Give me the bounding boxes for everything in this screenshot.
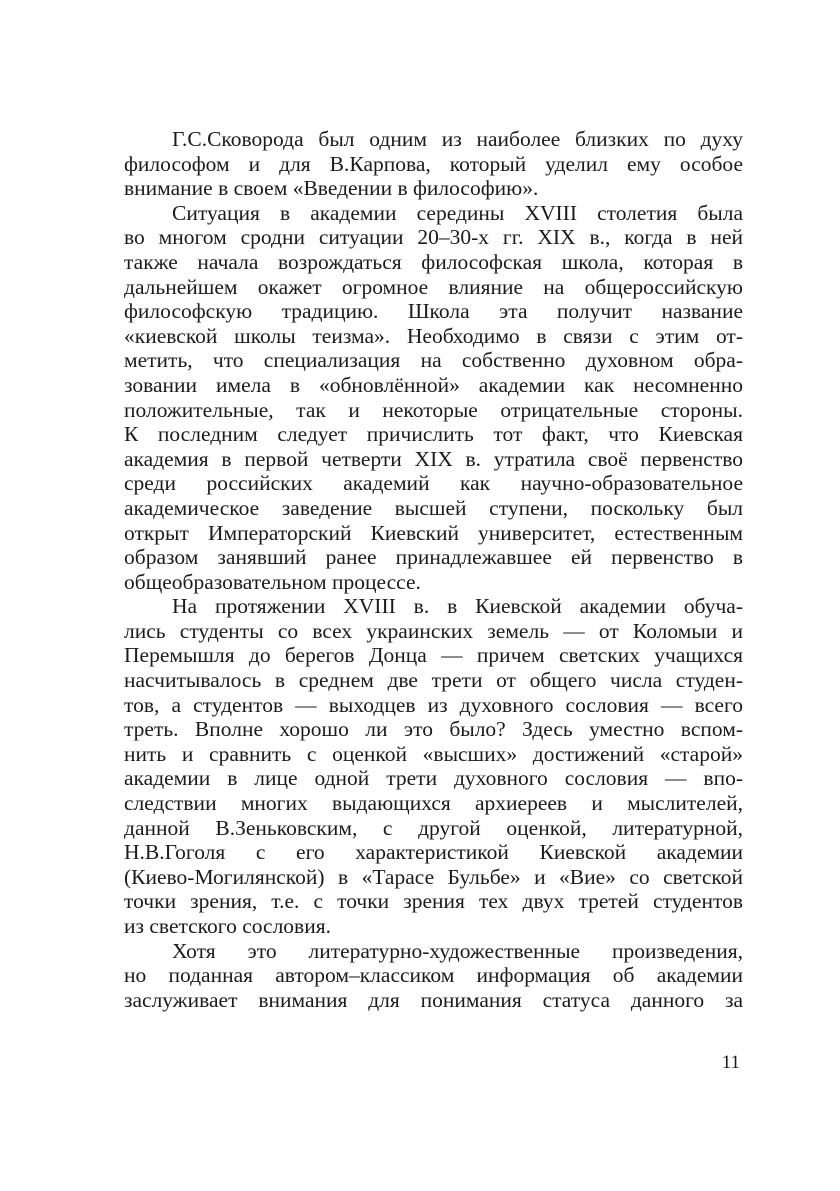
- text-line: (Киево-Могилянской) в «Тарасе Бульбе» и «Вие» со светской: [124, 864, 743, 889]
- text-line: философскую традицию. Школа эта получит название: [124, 299, 743, 324]
- page-number: 11: [721, 1052, 740, 1073]
- text-line: из светского сословия.: [124, 914, 331, 938]
- text-line: но поданная автором–классиком информация об академии: [124, 963, 743, 988]
- text-line: Н.В.Гоголя с его характеристикой Киевской академии: [124, 840, 743, 865]
- paragraph: [124, 201, 743, 595]
- text-line: образом занявший ранее принадлежавшее ей первенство в: [124, 545, 743, 570]
- text-line: общеобразовательном процессе.: [124, 569, 421, 594]
- text-line: академическое заведение высшей ступени, поскольку был: [124, 495, 743, 520]
- text-line: положительные, так и некоторые отрицательные стороны.: [124, 397, 743, 422]
- text-line: Перемышля до берегов Донца — причем светских учащихся: [124, 643, 743, 668]
- text-line: следствии многих выдающихся архиереев и мыслителей,: [124, 791, 743, 816]
- text-line: академия в первой четверти XIX в. утратила своё первенство: [124, 446, 743, 471]
- text-line: «киевской школы теизма». Необходимо в связи с этим от-: [124, 323, 743, 348]
- text-line: также начала возрождаться философская школа, которая в: [124, 249, 743, 274]
- text-line: данной В.Зеньковским, с другой оценкой, литературной,: [124, 815, 743, 840]
- text-line: нить и сравнить с оценкой «высших» достижений «старой»: [124, 741, 743, 766]
- text-line: тов, а студентов — выходцев из духовного сословия — всего: [124, 692, 743, 717]
- text-line: среди российских академий как научно-образовательное: [124, 471, 743, 496]
- text-line: Ситуация в академии середины XVIII столетия была: [172, 200, 743, 225]
- text-line: зовании имела в «обновлённой» академии как несомненно: [124, 372, 743, 397]
- text-line: Хотя это литературно-художественные произведения,: [172, 938, 743, 963]
- text-line: заслуживает внимания для понимания статуса данного за: [124, 987, 743, 1012]
- text-line: внимание в своем «Введении в философию».: [124, 176, 539, 201]
- text-line: философом и для В.Карпова, который уделил ему особое: [124, 151, 743, 176]
- paragraph: [124, 594, 743, 938]
- text-line: во многом сродни ситуации 20–30-х гг. XIX в., когда в ней: [124, 225, 743, 250]
- text-line: треть. Вполне хорошо ли это было? Здесь уместно вспом-: [124, 717, 743, 742]
- text-line: насчитывалось в среднем две трети от общего числа студен-: [124, 668, 743, 693]
- text-line: лись студенты со всех украинских земель — от Коломыи и: [124, 618, 743, 643]
- text-line: К последним следует причислить тот факт, что Киевская: [124, 422, 743, 447]
- paragraph: [124, 127, 743, 201]
- text-line: дальнейшем окажет огромное влияние на общероссийскую: [124, 274, 743, 299]
- text-line: Г.С.Сковорода был одним из наиболее близких по духу: [172, 127, 743, 151]
- paragraph: [124, 939, 743, 1013]
- text-line: метить, что специализация на собственно духовном обра-: [124, 348, 743, 373]
- text-line: академии в лице одной трети духовного сословия — впо-: [124, 766, 743, 791]
- text-line: На протяжении XVIII в. в Киевской академии обуча-: [172, 594, 743, 619]
- body-text: [124, 127, 743, 1012]
- text-line: открыт Императорский Киевский университет, естественным: [124, 520, 743, 545]
- text-line: точки зрения, т.е. с точки зрения тех двух третей студентов: [124, 889, 743, 914]
